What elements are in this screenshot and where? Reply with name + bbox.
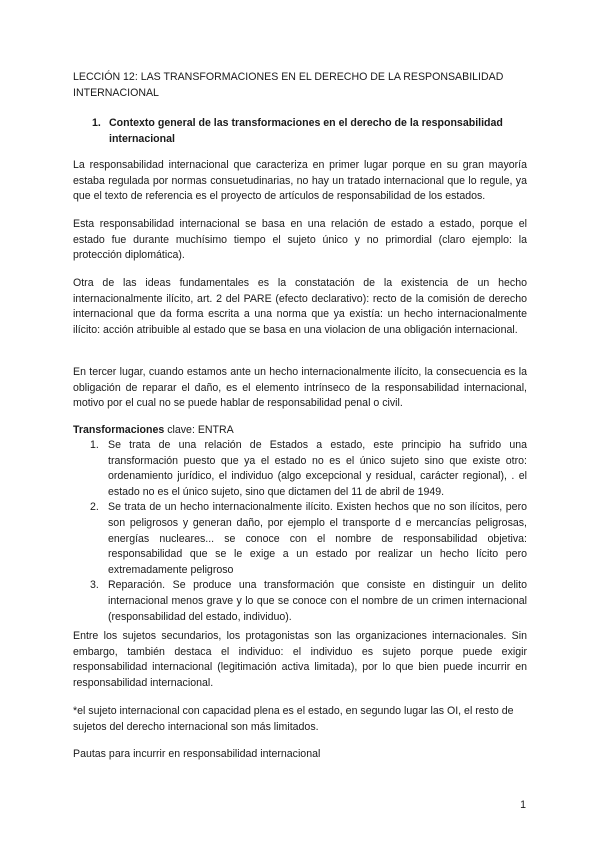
paragraph-3: Otra de las ideas fundamentales es la constatación de la existencia de un hecho internacionalmente ilícito, art. 2 del PARE (efecto declarativo): recto de la comisión de derecho internacional que da forma escrita a una norma que ya existía: un hecho internacionalmente ilícito: acción atribuible al estado que se basa en una violacion de una obligación internacional. xyxy=(73,277,527,336)
paragraph-2: Esta responsabilidad internacional se basa en una relación de estado a estado, porque el estado fue durante muchísimo tiempo el sujeto único y no primordial (claro ejemplo: la protección diplomática). xyxy=(73,218,527,262)
transformations-list xyxy=(90,438,527,625)
section-heading xyxy=(92,116,532,147)
page-number: 1 xyxy=(520,799,526,811)
list-item xyxy=(90,500,527,578)
transformations-label-bold: Transformaciones xyxy=(73,424,165,436)
section-heading-text: Contexto general de las transformaciones en el derecho de la responsabilidad internacional xyxy=(109,117,503,145)
list-item-text: Se trata de un hecho internacionalmente ilícito. Existen hechos que no son ilícitos, pero son peligrosos y generan daño, por ejemplo el transporte d e mercancías peligrosas, energías nucleares... se conoce con el nombre de responsabilidad objetiva: responsabilidad que se le exige a un estado por realizar un hecho lícito pero extremadamente peligroso xyxy=(108,501,527,576)
paragraph-5: Entre los sujetos secundarios, los protagonistas son las organizaciones internacionales. Sin embargo, también destaca el individuo: el individuo es sujeto porque puede exigir responsabilidad internacional (legitimación activa limitada), por lo que bien puede incurrir en responsabilidad internacional. xyxy=(73,630,527,689)
list-item xyxy=(90,438,527,500)
list-item-text: Se trata de una relación de Estados a estado, este principio ha sufrido una transformación puesto que ya el estado no es el único sujeto sino que existe otro: ordenamiento jurídico, el individuo (algo excepcional y residual, carácter regional), . el estado no es el único sujeto, sino que dictamen del 11 de abril de 1949. xyxy=(108,439,527,498)
paragraph-4: En tercer lugar, cuando estamos ante un hecho internacionalmente ilícito, la consecuencia es la obligación de reparar el daño, es el elemento intrínseco de la responsabilidad internacional, motivo por el cual no se puede hablar de responsabilidad penal o civil. xyxy=(73,366,527,410)
list-item-number: 3. xyxy=(90,579,99,592)
lesson-title: LECCIÓN 12: LAS TRANSFORMACIONES EN EL DERECHO DE LA RESPONSABILIDAD INTERNACIONAL xyxy=(73,71,504,99)
list-item-text: Reparación. Se produce una transformación que consiste en distinguir un delito internacional menos grave y lo que se conoce con el nombre de un crimen internacional (responsabilidad del estado, individuo). xyxy=(108,579,527,623)
section-number: 1. xyxy=(92,117,101,129)
list-item-number: 1. xyxy=(90,439,99,451)
list-item xyxy=(90,578,527,625)
paragraph-7: Pautas para incurrir en responsabilidad internacional xyxy=(73,748,321,760)
transformations-label-rest: clave: ENTRA xyxy=(164,424,234,436)
transformations-heading xyxy=(73,423,527,439)
paragraph-1: La responsabilidad internacional que caracteriza en primer lugar porque en su gran mayoría estaba regulada por normas consuetudinarias, no hay un tratado internacional que lo regule, ya que el texto de referencia es el proyecto de artículos de responsabilidad de los estados. xyxy=(73,159,527,203)
list-item-number: 2. xyxy=(90,501,99,514)
paragraph-6: *el sujeto internacional con capacidad plena es el estado, en segundo lugar las OI, el resto de sujetos del derecho internacional son más limitados. xyxy=(73,705,514,733)
